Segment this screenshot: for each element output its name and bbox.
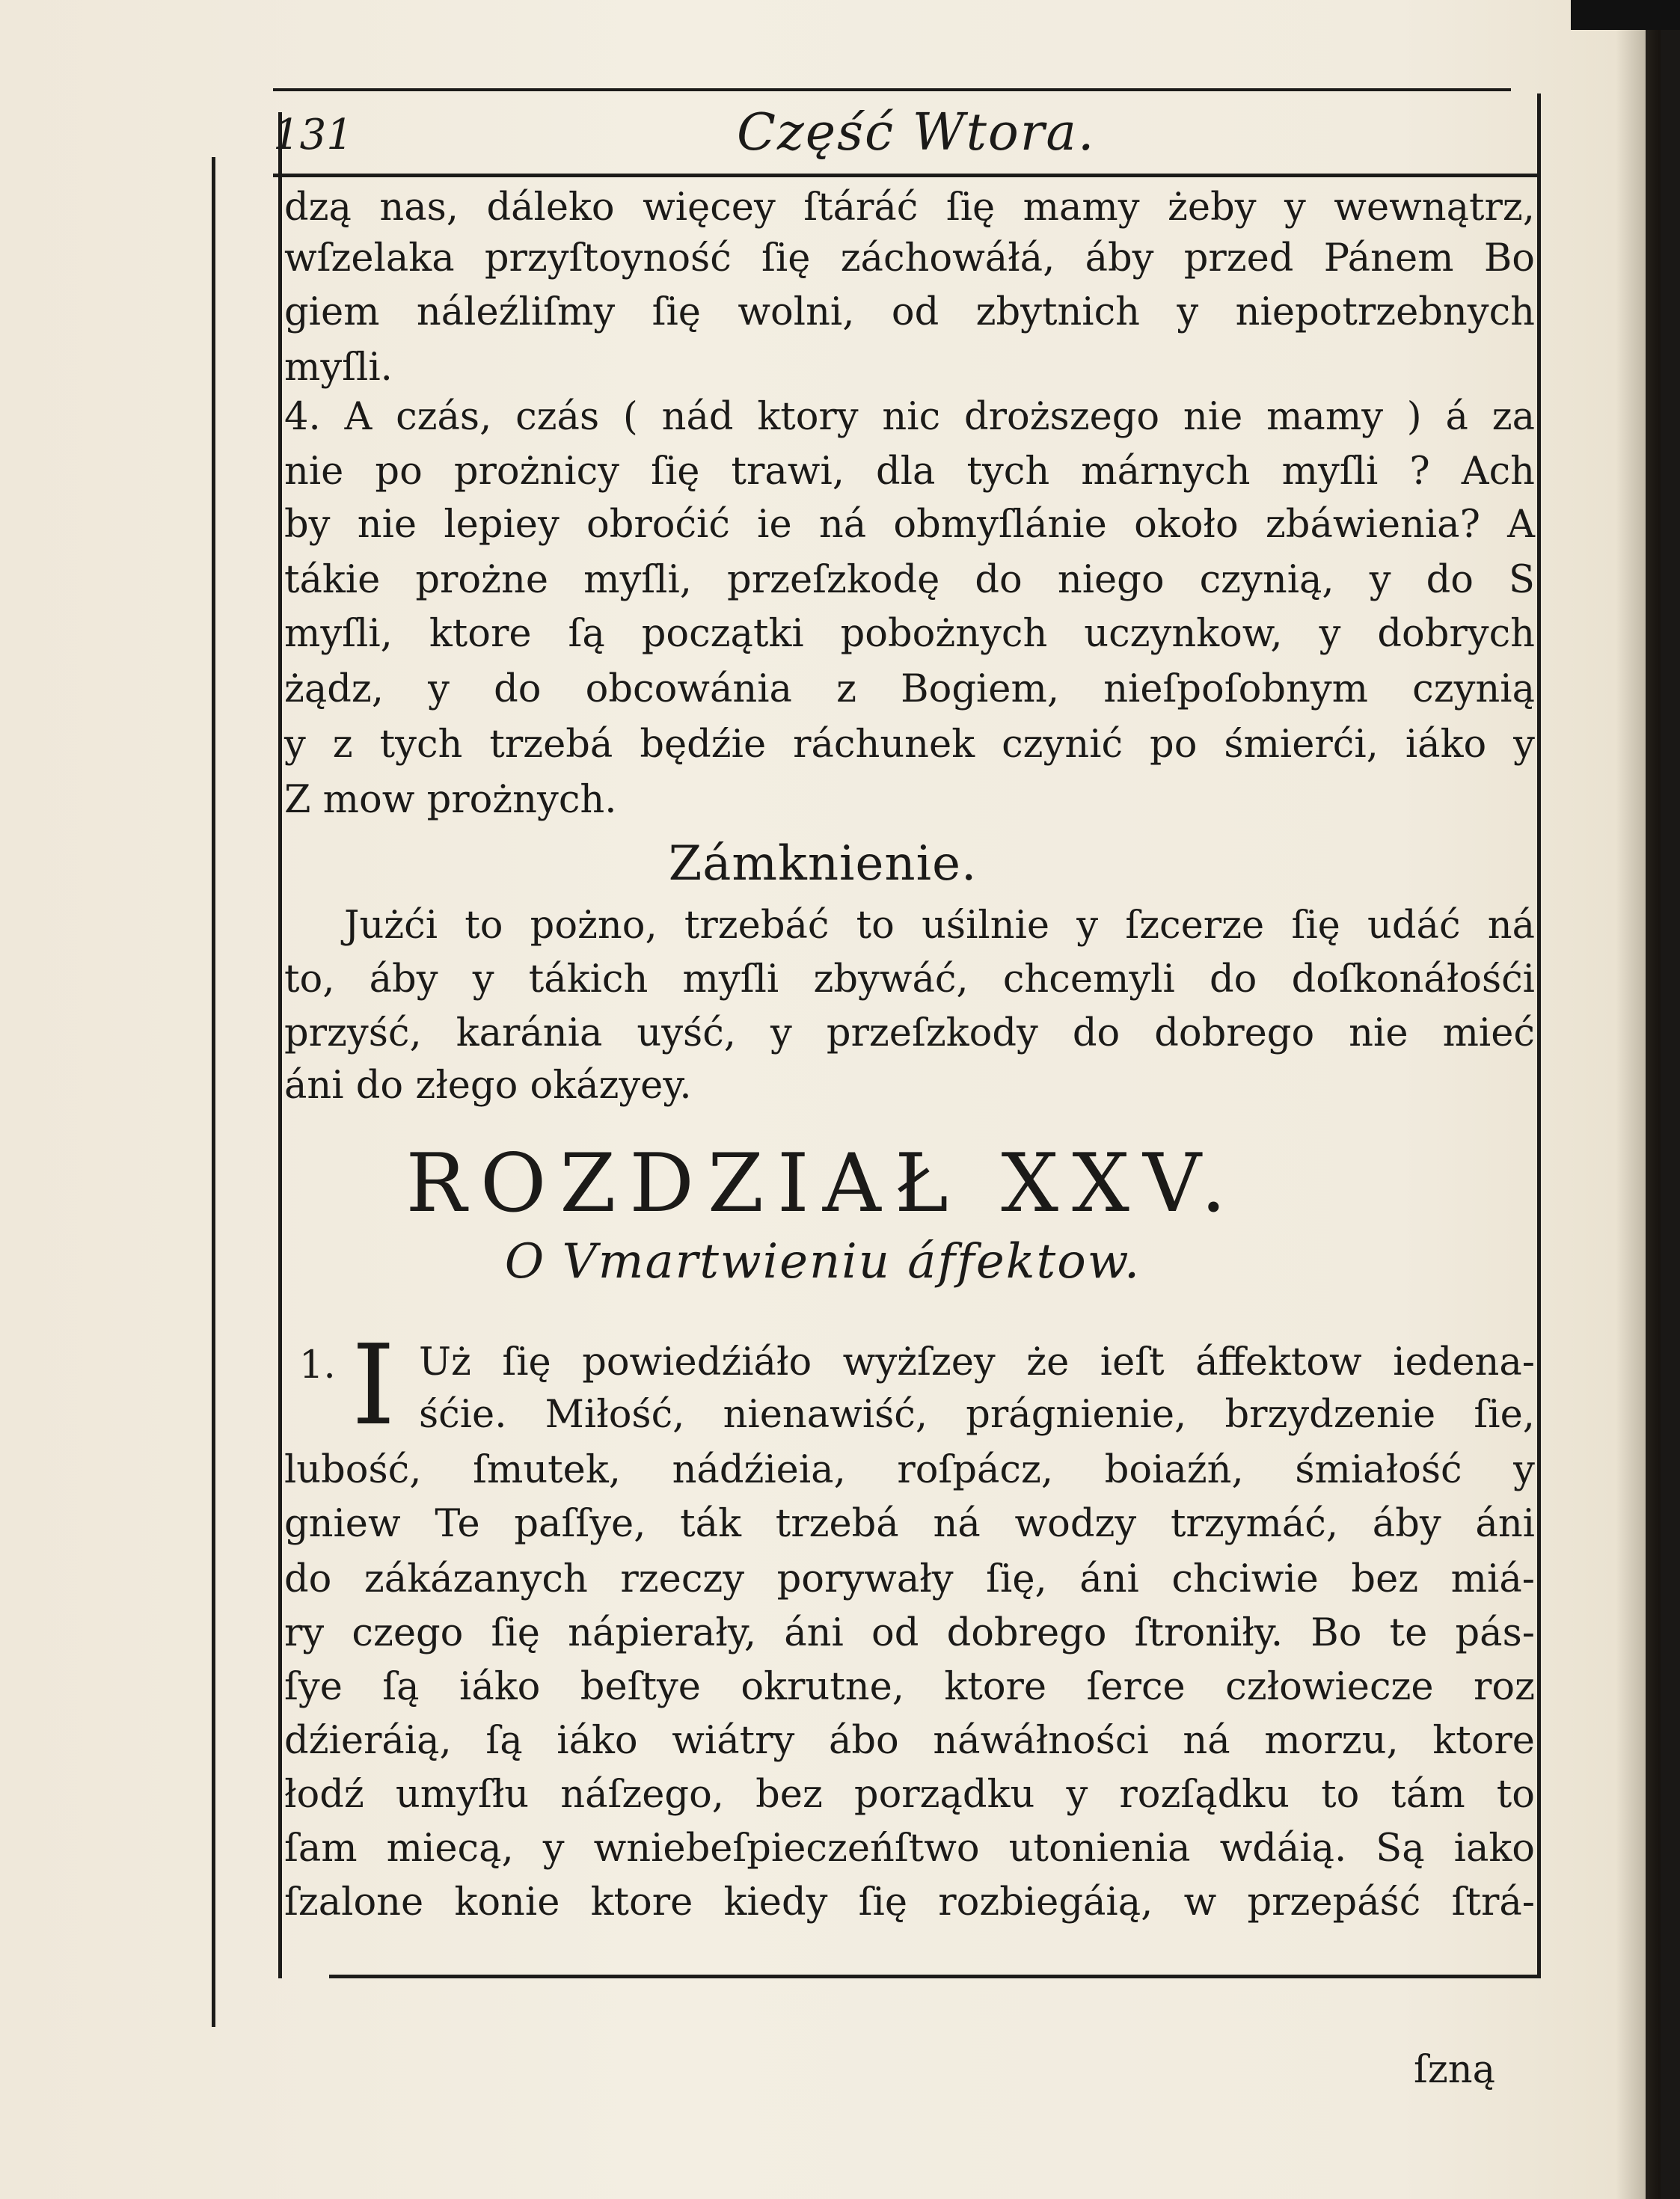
body-line: wſzelaka przyſtoyność ſię záchowáłá, áby przed Pánem Bo [284, 236, 1535, 280]
body-line: y z tych trzebá będźie ráchunek czynić po śmierći, iáko y [284, 723, 1535, 767]
chapter-subtitle: O Vmartwieniu áffektow. [504, 1234, 1141, 1289]
frame-header-rule [273, 174, 1537, 177]
body-line: 4. A czás, czás ( nád ktory nic droższego nie mamy ) á za [284, 395, 1535, 439]
page-number: 131 [273, 111, 353, 159]
body-line: dzą nas, dáleko więcey ſtáráć ſię mamy żeby y wewnątrz, [284, 185, 1535, 230]
catchword: ſzną [1414, 2048, 1495, 2092]
running-title: Część Wtora. [737, 103, 1096, 162]
body-line: dźieráią, ſą iáko wiátry ábo náwáłności ná morzu, ktore [284, 1719, 1535, 1763]
body-line: gniew Te paſſye, ták trzebá ná wodzy trzymáć, áby áni [284, 1502, 1535, 1546]
frame-bottom-rule [329, 1975, 1541, 1978]
body-line: to, áby y tákich myſli zbywáć, chcemyli do doſkonáłośći [284, 957, 1535, 1002]
chapter-heading: ROZDZIAŁ XXV. [405, 1137, 1240, 1230]
body-line: żądz, y do obcowánia z Bogiem, nieſpoſobnym czynią [284, 667, 1535, 711]
body-line: Z mow prożnych. [284, 778, 617, 822]
body-line: áni do złego okázyey. [284, 1064, 692, 1108]
body-line: ſye ſą iáko beſtye okrutne, ktore ſerce człowiecze roz [284, 1665, 1535, 1709]
paragraph-number: 1. [299, 1343, 336, 1387]
body-line: ſzalone konie ktore kiedy ſię rozbiegáią, w przepáść ſtrá- [284, 1880, 1535, 1924]
body-line: ſam miecą, y wniebeſpieczeńſtwo utonienia wdáią. Są iako [284, 1827, 1535, 1871]
body-line: śćie. Miłość, nienawiść, prágnienie, brzydzenie ſie, [419, 1393, 1535, 1437]
frame-right-rule [1537, 93, 1541, 1978]
body-line: myſli. [284, 346, 393, 390]
body-line: tákie prożne myſli, przeſzkodę do niego czynią, y do S [284, 558, 1535, 602]
drop-capital: I [352, 1321, 396, 1450]
body-line: łodź umyſłu náſzego, bez porządku y rozſądku to tám to [284, 1773, 1535, 1817]
body-line: Jużći to pożno, trzebáć to uśilnie y ſzcerze ſię udáć ná [344, 904, 1535, 948]
frame-left-rule [278, 112, 282, 1978]
body-line: Uż ſię powiedźiáło wyżſzey że ieſt áffektow iedena- [419, 1340, 1535, 1384]
body-line: lubość, ſmutek, nádźieia, roſpácz, boiaźń, śmiałość y [284, 1448, 1535, 1492]
body-line: ry czego ſię nápierały, áni od dobrego ſtroniły. Bo te pás- [284, 1611, 1535, 1655]
body-line: by nie lepiey obroćić ie ná obmyſlánie około zbáwienia? A [284, 503, 1535, 547]
frame-top-rule [273, 88, 1511, 91]
section-heading: Zámknienie. [668, 836, 978, 892]
frame-outer-left-rule [212, 157, 215, 2027]
scan-edge [1571, 0, 1680, 30]
page-gutter-shadow [1616, 0, 1661, 2199]
body-line: myſli, ktore ſą początki pobożnych uczynkow, y dobrych [284, 612, 1535, 656]
body-line: do zákázanych rzeczy porywały ſię, áni chciwie bez miá- [284, 1557, 1535, 1601]
body-line: giem náleźliſmy ſię wolni, od zbytnich y niepotrzebnych [284, 290, 1535, 334]
body-line: przyść, karánia uyść, y przeſzkody do dobrego nie mieć [284, 1011, 1535, 1055]
body-line: nie po prożnicy ſię trawi, dla tych márnych myſli ? Ach [284, 450, 1535, 494]
